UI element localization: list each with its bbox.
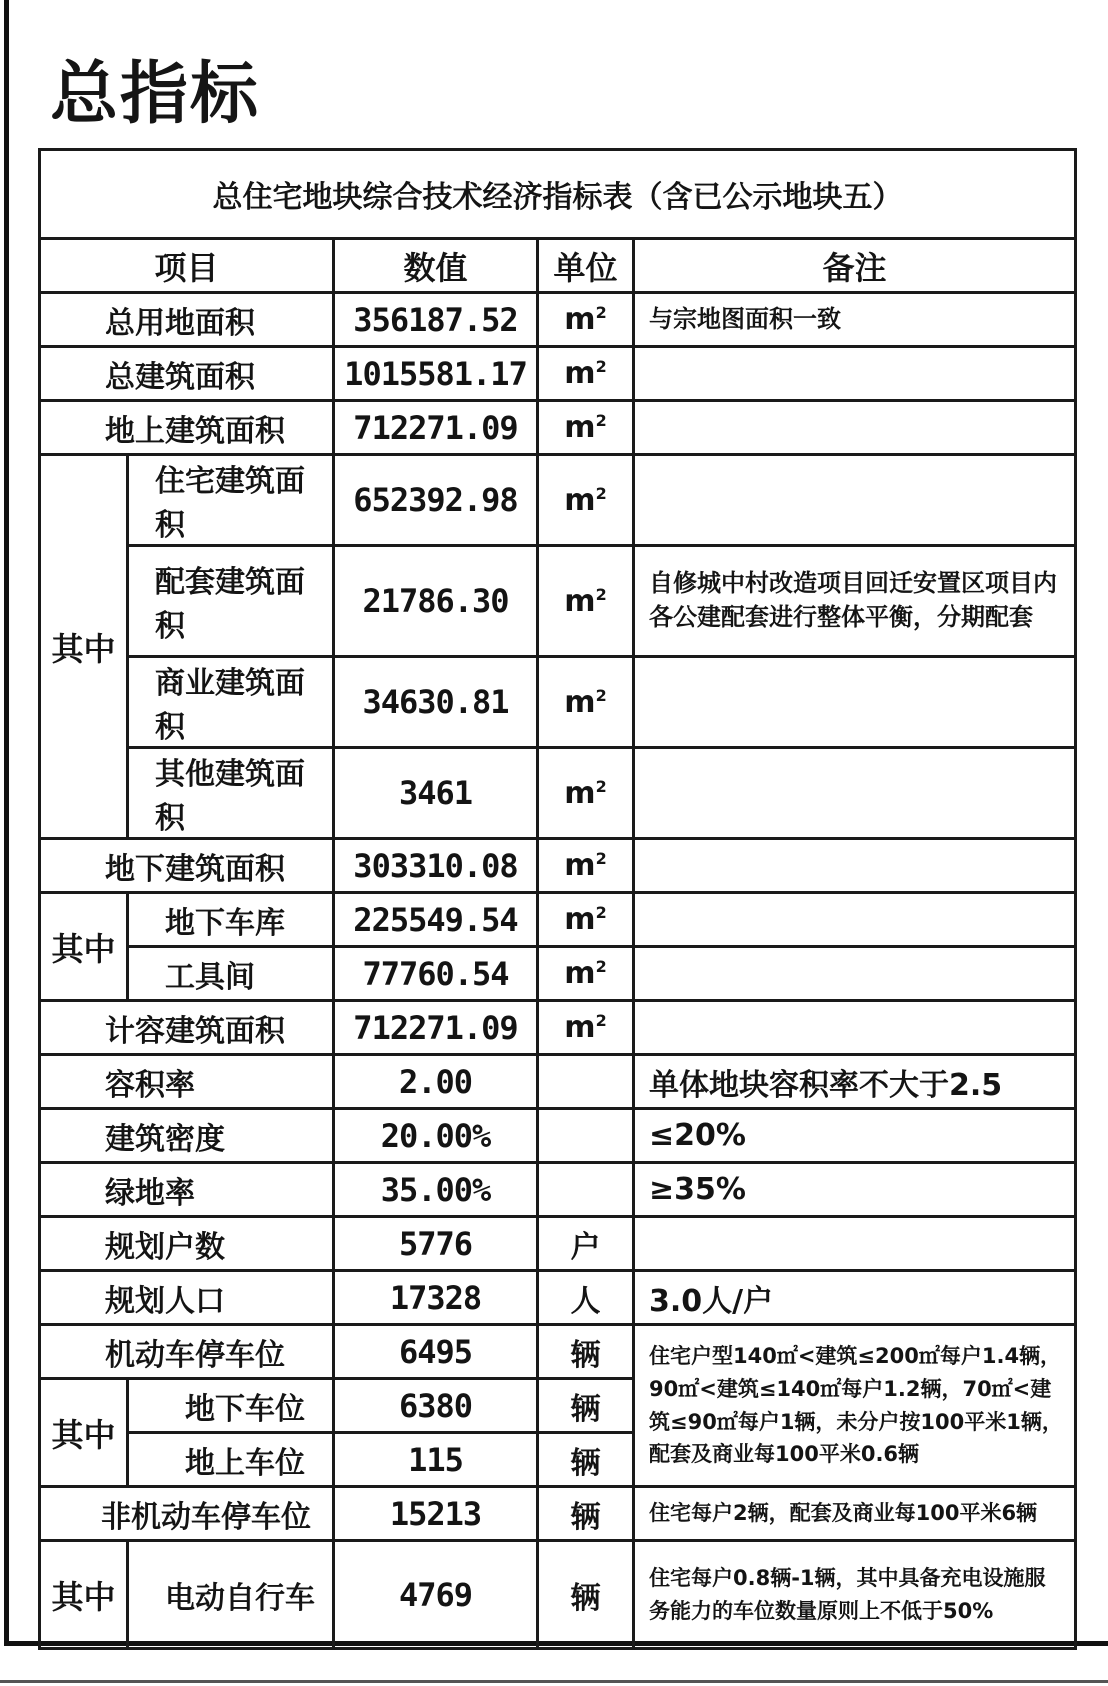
row-label: 容积率	[40, 1055, 334, 1109]
row-note	[634, 839, 1076, 893]
row-label: 地下建筑面积	[40, 839, 334, 893]
row-unit: $m^2$	[538, 401, 634, 455]
row-label: 配套建筑面积	[128, 546, 334, 657]
row-note: 3.0人/户	[634, 1271, 1076, 1325]
row-value: 2.00	[334, 1055, 538, 1109]
table-row	[40, 1487, 1076, 1541]
row-value: 77760.54	[334, 947, 538, 1001]
row-unit: 辆	[538, 1541, 634, 1649]
row-label: 非机动车停车位	[40, 1487, 334, 1541]
row-note	[634, 1217, 1076, 1271]
group-label: 其中	[40, 893, 128, 1001]
row-unit: 辆	[538, 1433, 634, 1487]
table-header-row	[40, 239, 1076, 293]
group-label: 其中	[40, 1379, 128, 1487]
row-note	[634, 1001, 1076, 1055]
row-note	[634, 657, 1076, 748]
row-value: 303310.08	[334, 839, 538, 893]
row-value: 5776	[334, 1217, 538, 1271]
row-label: 机动车停车位	[40, 1325, 334, 1379]
row-label: 商业建筑面积	[128, 657, 334, 748]
row-value: 6380	[334, 1379, 538, 1433]
row-unit: $m^2$	[538, 657, 634, 748]
row-label: 地上建筑面积	[40, 401, 334, 455]
group-label: 其中	[40, 1541, 128, 1649]
row-unit: $m^2$	[538, 455, 634, 546]
row-value: 1015581.17	[334, 347, 538, 401]
row-note: 住宅户型140㎡<建筑≤200㎡每户1.4辆，90㎡<建筑≤140㎡每户1.2辆，70㎡<建筑≤90㎡每户1辆，未分户按100平米1辆，配套及商业每100平米0.6辆	[634, 1325, 1076, 1487]
table-row	[40, 1541, 1076, 1649]
row-unit: 人	[538, 1271, 634, 1325]
row-label: 工具间	[128, 947, 334, 1001]
table-row	[40, 1109, 1076, 1163]
row-value: 356187.52	[334, 293, 538, 347]
row-value: 17328	[334, 1271, 538, 1325]
row-unit: $m^2$	[538, 748, 634, 839]
row-note: 自修城中村改造项目回迁安置区项目内各公建配套进行整体平衡，分期配套	[634, 546, 1076, 657]
row-label: 其他建筑面积	[128, 748, 334, 839]
row-value: 712271.09	[334, 401, 538, 455]
header-value: 数值	[334, 239, 538, 293]
row-value: 115	[334, 1433, 538, 1487]
header-item: 项目	[40, 239, 334, 293]
row-note: ≥35%	[634, 1163, 1076, 1217]
table-row	[40, 839, 1076, 893]
table-row	[40, 1325, 1076, 1379]
table-row	[40, 1055, 1076, 1109]
row-note	[634, 347, 1076, 401]
table-row	[40, 293, 1076, 347]
row-unit: $m^2$	[538, 293, 634, 347]
row-unit	[538, 1163, 634, 1217]
header-unit: 单位	[538, 239, 634, 293]
row-note	[634, 947, 1076, 1001]
row-unit: $m^2$	[538, 893, 634, 947]
row-note	[634, 748, 1076, 839]
table-row	[40, 455, 1076, 546]
table-row	[40, 1217, 1076, 1271]
row-note: 住宅每户2辆，配套及商业每100平米6辆	[634, 1487, 1076, 1541]
table-row	[40, 1271, 1076, 1325]
page-title: 总指标	[50, 55, 261, 134]
row-label: 绿地率	[40, 1163, 334, 1217]
table-row	[40, 947, 1076, 1001]
row-unit: 户	[538, 1217, 634, 1271]
row-label: 规划户数	[40, 1217, 334, 1271]
row-unit: $m^2$	[538, 546, 634, 657]
table-row	[40, 401, 1076, 455]
row-value: 15213	[334, 1487, 538, 1541]
row-unit	[538, 1109, 634, 1163]
table-row	[40, 546, 1076, 657]
row-note: ≤20%	[634, 1109, 1076, 1163]
row-label: 住宅建筑面积	[128, 455, 334, 546]
row-label: 总用地面积	[40, 293, 334, 347]
row-unit: $m^2$	[538, 1001, 634, 1055]
row-value: 225549.54	[334, 893, 538, 947]
row-value: 652392.98	[334, 455, 538, 546]
table-row	[40, 657, 1076, 748]
row-label: 地下车库	[128, 893, 334, 947]
frame-bottom-line	[0, 1680, 1108, 1683]
row-label: 电动自行车	[128, 1541, 334, 1649]
table-row	[40, 1163, 1076, 1217]
row-label: 规划人口	[40, 1271, 334, 1325]
row-label: 地上车位	[128, 1433, 334, 1487]
row-value: 712271.09	[334, 1001, 538, 1055]
row-note	[634, 455, 1076, 546]
row-label: 总建筑面积	[40, 347, 334, 401]
row-unit: $m^2$	[538, 947, 634, 1001]
row-note: 住宅每户0.8辆-1辆，其中具备充电设施服务能力的车位数量原则上不低于50%	[634, 1541, 1076, 1649]
row-value: 20.00%	[334, 1109, 538, 1163]
row-label: 计容建筑面积	[40, 1001, 334, 1055]
group-label: 其中	[40, 455, 128, 839]
row-value: 4769	[334, 1541, 538, 1649]
table-caption: 总住宅地块综合技术经济指标表（含已公示地块五）	[40, 150, 1076, 239]
row-note: 单体地块容积率不大于2.5	[634, 1055, 1076, 1109]
row-note	[634, 401, 1076, 455]
row-value: 35.00%	[334, 1163, 538, 1217]
table-row	[40, 347, 1076, 401]
row-unit: 辆	[538, 1325, 634, 1379]
row-value: 34630.81	[334, 657, 538, 748]
frame-left-border	[4, 0, 9, 1645]
table-row	[40, 893, 1076, 947]
row-unit	[538, 1055, 634, 1109]
table-row	[40, 1001, 1076, 1055]
row-note	[634, 893, 1076, 947]
row-unit: $m^2$	[538, 839, 634, 893]
indicator-table	[38, 148, 1077, 1650]
row-unit: $m^2$	[538, 347, 634, 401]
header-note: 备注	[634, 239, 1076, 293]
table-row	[40, 748, 1076, 839]
row-value: 6495	[334, 1325, 538, 1379]
row-unit: 辆	[538, 1379, 634, 1433]
row-label: 建筑密度	[40, 1109, 334, 1163]
row-note: 与宗地图面积一致	[634, 293, 1076, 347]
row-value: 3461	[334, 748, 538, 839]
row-label: 地下车位	[128, 1379, 334, 1433]
row-unit: 辆	[538, 1487, 634, 1541]
row-value: 21786.30	[334, 546, 538, 657]
